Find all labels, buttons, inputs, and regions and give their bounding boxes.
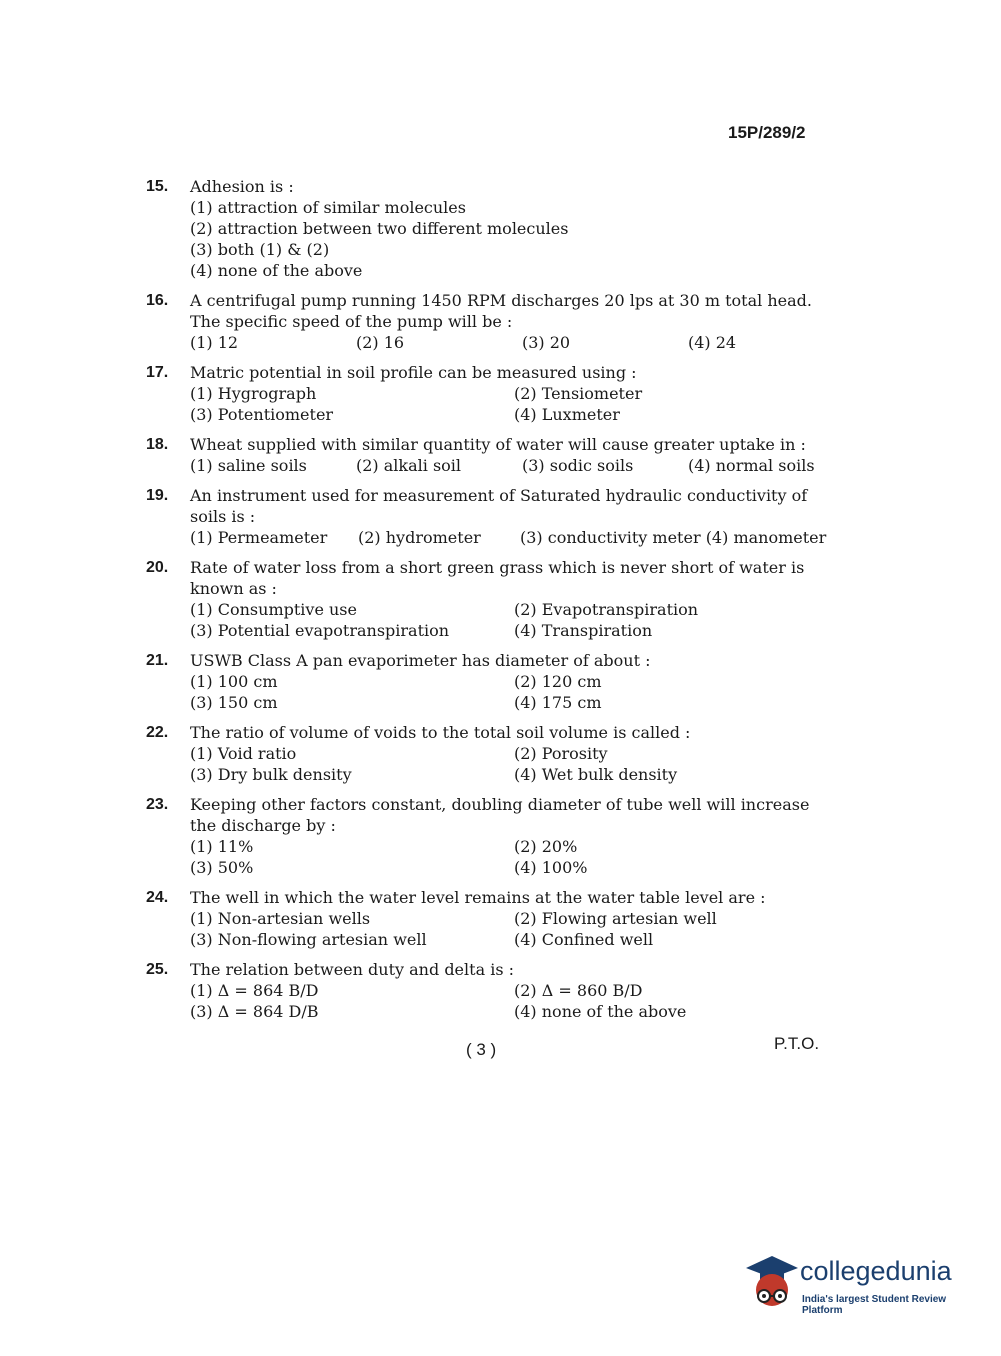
mascot-icon	[742, 1250, 800, 1314]
question-number: 23.	[146, 796, 169, 813]
option-2: (2) Δ = 860 B/D	[514, 981, 643, 1000]
option-1: (1) Non-artesian wells	[190, 909, 371, 928]
option-3: (3) both (1) & (2)	[190, 240, 330, 259]
option-1: (1) Void ratio	[190, 744, 297, 763]
page-code: 15P/289/2	[728, 123, 806, 142]
option-3: (3) sodic soils	[522, 456, 634, 475]
question-text: Wheat supplied with similar quantity of water will cause greater uptake in :	[190, 435, 806, 454]
option-3: (3) Potentiometer	[190, 405, 334, 424]
option-2: (2) 16	[356, 333, 405, 352]
collegedunia-logo	[742, 1250, 972, 1314]
option-2: (2) Flowing artesian well	[514, 909, 717, 928]
option-2: (2) Tensiometer	[514, 384, 643, 403]
question-text: A centrifugal pump running 1450 RPM discharges 20 lps at 30 m total head. The specific speed of the pump will be :	[190, 291, 812, 331]
option-4: (4) Confined well	[514, 930, 654, 949]
option-4: (4) Luxmeter	[514, 405, 620, 424]
question-text: Adhesion is :	[190, 177, 294, 196]
option-3-4: (3) conductivity meter (4) manometer	[520, 528, 827, 547]
question-17	[146, 362, 826, 425]
option-2: (2) 20%	[514, 837, 578, 856]
question-number: 16.	[146, 292, 169, 309]
question-number: 17.	[146, 364, 169, 381]
option-1: (1) Δ = 864 B/D	[190, 981, 319, 1000]
option-1: (1) attraction of similar molecules	[190, 198, 466, 217]
question-text: Matric potential in soil profile can be measured using :	[190, 363, 637, 382]
option-1: (1) 100 cm	[190, 672, 278, 691]
page-number: ( 3 )	[466, 1040, 497, 1059]
option-2: (2) Porosity	[514, 744, 608, 763]
question-24	[146, 887, 826, 950]
option-1: (1) Permeameter	[190, 528, 328, 547]
option-4: (4) 24	[688, 333, 737, 352]
question-22	[146, 722, 826, 785]
pto-label: P.T.O.	[774, 1034, 820, 1053]
option-3: (3) 20	[522, 333, 571, 352]
option-2: (2) hydrometer	[358, 528, 481, 547]
question-19	[146, 485, 826, 548]
option-1: (1) Consumptive use	[190, 600, 357, 619]
question-21	[146, 650, 826, 713]
option-1: (1) Hygrograph	[190, 384, 317, 403]
question-number: 20.	[146, 559, 169, 576]
logo-name: collegedunia	[800, 1256, 952, 1286]
question-text: The ratio of volume of voids to the total soil volume is called :	[190, 723, 691, 742]
question-15	[146, 176, 826, 281]
option-4: (4) 100%	[514, 858, 588, 877]
option-3: (3) 150 cm	[190, 693, 278, 712]
option-3: (3) Δ = 864 D/B	[190, 1002, 319, 1021]
question-list	[146, 176, 826, 1031]
option-1: (1) 11%	[190, 837, 254, 856]
option-3: (3) Potential evapotranspiration	[190, 621, 450, 640]
option-1: (1) 12	[190, 333, 239, 352]
option-4: (4) Wet bulk density	[514, 765, 678, 784]
question-23	[146, 794, 826, 878]
question-number: 18.	[146, 436, 169, 453]
question-16	[146, 290, 826, 353]
option-4: (4) normal soils	[688, 456, 815, 475]
question-20	[146, 557, 826, 641]
question-number: 15.	[146, 178, 169, 195]
option-1: (1) saline soils	[190, 456, 307, 475]
option-2: (2) Evapotranspiration	[514, 600, 699, 619]
question-text: Rate of water loss from a short green grass which is never short of water is known as :	[190, 558, 805, 598]
option-2: (2) 120 cm	[514, 672, 602, 691]
question-number: 21.	[146, 652, 169, 669]
question-number: 24.	[146, 889, 169, 906]
option-3: (3) 50%	[190, 858, 254, 877]
question-number: 22.	[146, 724, 169, 741]
option-4: (4) none of the above	[514, 1002, 687, 1021]
logo-tagline: India's largest Student Review Platform	[802, 1294, 947, 1316]
question-number: 19.	[146, 487, 169, 504]
option-4: (4) Transpiration	[514, 621, 653, 640]
question-25	[146, 959, 826, 1022]
option-4: (4) 175 cm	[514, 693, 602, 712]
question-text: Keeping other factors constant, doubling diameter of tube well will increase the discharge by :	[190, 795, 810, 835]
question-text: USWB Class A pan evaporimeter has diameter of about :	[190, 651, 651, 670]
option-3: (3) Dry bulk density	[190, 765, 352, 784]
question-text: An instrument used for measurement of Saturated hydraulic conductivity of soils is :	[190, 486, 808, 526]
question-number: 25.	[146, 961, 169, 978]
question-18	[146, 434, 826, 476]
option-3: (3) Non-flowing artesian well	[190, 930, 427, 949]
option-2: (2) attraction between two different molecules	[190, 219, 569, 238]
question-text: The relation between duty and delta is :	[190, 960, 514, 979]
option-4: (4) none of the above	[190, 261, 363, 280]
question-text: The well in which the water level remains at the water table level are :	[190, 888, 766, 907]
option-2: (2) alkali soil	[356, 456, 462, 475]
